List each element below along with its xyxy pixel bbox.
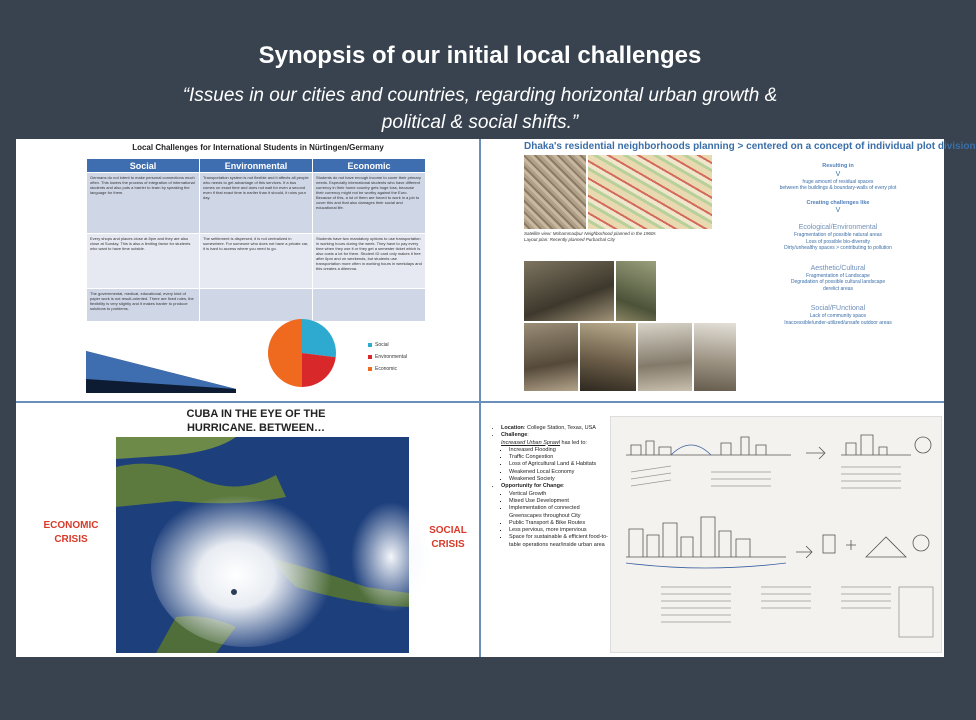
header-social: Social — [87, 159, 200, 173]
flow-line: huge amount of residual spaces — [802, 178, 874, 185]
creating-label: Creating challenges like — [806, 199, 870, 206]
legend-label: Environmental — [375, 354, 407, 360]
challenges-table — [86, 158, 426, 322]
list-item — [501, 483, 610, 549]
slide-subtitle-line2: political & social shifts.” — [381, 112, 579, 133]
table-cell: Students do not have enough income to cover their primary needs. Especially international students who have different currency in their home country gets huge loss, because their currency might not be worthy against the Euro. Because of this, a lot of them are forced to work in a job to cover this and that also damages their social and educational life. — [313, 173, 426, 234]
table-cell: The governmental, medical, educational, every kind of paper work is not result-oriented. There are fixed rules, the flexibility is very slightly and it makes harder to produce solutions to problems. — [87, 289, 200, 322]
table-cell: Transportation system is not flexible and it affects all people who needs to get advantage of this services. If a bus comes on exact time and does not wait for even a second even if that exact time is earlier than it should, it ruins your day. — [200, 173, 313, 234]
street-photo — [616, 261, 656, 321]
flow-line: Dirty/unhealthy spaces > contributing to pollution — [784, 245, 892, 251]
slide-subtitle — [100, 82, 860, 136]
layout-plan-image — [588, 155, 712, 229]
legend-item-environmental — [368, 354, 407, 360]
vertical-divider — [479, 139, 481, 657]
flow-line: Fragmentation of Landscape — [806, 272, 870, 279]
opportunity-label: Opportunity for Change — [501, 483, 564, 490]
pie-chart — [266, 317, 338, 389]
list-item: ▪ Weakened Society — [509, 476, 610, 483]
street-photo — [694, 323, 736, 391]
flow-line: Lack of community space — [809, 313, 867, 319]
hurricane-satellite-image — [116, 437, 409, 653]
list-item: ▪ Public Transport & Bike Routes — [509, 520, 610, 527]
street-photo — [580, 323, 636, 391]
street-photo — [524, 323, 578, 391]
economic-label-line2: CRISIS — [54, 534, 88, 545]
list-item: ▪ Loss of Agricultural Land & Habitats — [509, 461, 610, 468]
list-item: ▪ Implementation of connected Greenscapes throughout City — [509, 505, 610, 520]
slide-subtitle-line1: “Issues in our cities and countries, regarding horizontal urban growth & — [182, 85, 778, 106]
flow-line: Loss of possible bio-diversity — [806, 238, 870, 245]
sprawl-tail: has led to: — [560, 439, 587, 446]
list-item — [501, 432, 610, 483]
list-item: ▪ Space for sustainable & efficient food-to-table operations near/inside urban area — [509, 534, 610, 549]
hand-drawn-sketch — [610, 416, 942, 653]
header-economic: Economic — [313, 159, 426, 173]
flow-line: Degradation of possible cultural landscape — [790, 279, 886, 285]
legend-label: Social — [375, 342, 389, 348]
aesthetic-heading: Aesthetic/Cultural — [810, 264, 866, 272]
table-row — [87, 173, 426, 234]
flow-line: Inaccessible/under-utilized/unsafe outdoor areas — [784, 319, 892, 326]
legend-item-economic — [368, 366, 407, 372]
flow-line: Fragmentation of possible natural areas — [793, 232, 883, 238]
table-cell: The settlement is dispersed, it is not centralized in somewhere. For someone who does not have a private car, it is hard to access where you need to go. — [200, 234, 313, 289]
challenge-colon: : — [527, 432, 529, 439]
legend-label: Economic — [375, 366, 397, 372]
slide-title: Synopsis of our initial local challenges — [258, 42, 702, 69]
street-photo — [524, 261, 614, 321]
list-item: ▪ Less pervious, more impervious — [509, 527, 610, 534]
social-heading: Social/FUnctional — [810, 305, 866, 312]
cuba-title-line1: CUBA IN THE EYE OF THE — [186, 408, 326, 420]
legend-item-social — [368, 342, 407, 348]
pie-slice-economic — [268, 319, 302, 387]
social-crisis-label — [418, 524, 478, 552]
dhaka-title-a: Dhaka's residential neighborhoods planning — [524, 141, 735, 152]
caption-layout: Layout plan: Recently planned Purbachal City — [524, 237, 616, 242]
flow-line: between the buildings & boundary-walls of every plot — [779, 185, 897, 191]
pie-legend — [368, 342, 407, 378]
economic-crisis-label — [36, 519, 106, 547]
hurricane-satellite-graphic — [116, 437, 409, 653]
economic-label-line1: ECONOMIC — [43, 520, 99, 531]
caption-satellite: Satellite view: Mohammadpur Neighborhood planned in the 1960s — [524, 231, 656, 236]
header-environmental: Environmental — [200, 159, 313, 173]
dhaka-flow-text — [738, 163, 938, 326]
table-cell: Every shops and places close at 8pm and they are also close at Sunday. This is also a limiting factor for students who want to have time outside. — [87, 234, 200, 289]
location-label: Location — [501, 425, 524, 431]
table-cell: Students have two mandatory options to use transportation in working hours during the week. They have to pay every time when they use it or they get a semester ticket which is also costs a lot for them. Student ID card only makes it free after 6pm and on weekends, but students use transportation more often in working hours in weekdays and this creates a dilemma. — [313, 234, 426, 289]
cuba-title — [176, 407, 336, 435]
challenges-table-title: Local Challenges for International Students in Nürtingen/Germany — [132, 143, 384, 152]
arrow-down-icon: V — [835, 207, 841, 214]
table-cell: Germans do not intent to make personal connections much often. This lowers the process of integration of international students and also puts a barrier to learn by speaking the language for them. — [87, 173, 200, 234]
list-item: ▪ Weakened Local Economy — [509, 469, 610, 476]
flow-line: derelict areas — [822, 285, 853, 292]
list-item: ▪ Mixed Use Development — [509, 498, 610, 505]
list-item: ▪ Vertical Growth — [509, 491, 610, 498]
opportunity-colon: : — [563, 483, 565, 490]
eco-heading: Ecological/Environmental — [798, 224, 878, 231]
sprawl-text: Increased Urban Sprawl — [501, 439, 561, 446]
social-label-line1: SOCIAL — [429, 525, 467, 536]
college-station-list — [492, 425, 610, 549]
challenge-label: Challenge — [501, 432, 528, 439]
table-row — [87, 234, 426, 289]
collage-canvas — [16, 139, 976, 657]
pie-slice-social — [302, 319, 336, 357]
street-photo — [638, 323, 692, 391]
list-item: ▪ Increased Flooding — [509, 447, 610, 454]
decorative-wedge — [86, 349, 246, 393]
image-caption — [524, 231, 656, 243]
arrow-down-icon: V — [835, 170, 841, 178]
cuba-title-line2: HURRICANE. BETWEEN… — [186, 422, 326, 434]
location-value: : College Station, Texas, USA — [523, 425, 596, 431]
dhaka-title — [524, 141, 976, 152]
sketch-drawing — [611, 417, 941, 652]
pie-slice-environmental — [302, 353, 336, 387]
satellite-image — [524, 155, 586, 229]
table-row — [87, 289, 426, 322]
list-item: ▪ Traffic Congestion — [509, 454, 610, 461]
resulting-label: Resulting in — [822, 163, 854, 169]
social-label-line2: CRISIS — [431, 539, 465, 550]
list-item — [501, 425, 610, 432]
dhaka-title-b: > centered on a concept of individual plot division — [734, 141, 976, 152]
